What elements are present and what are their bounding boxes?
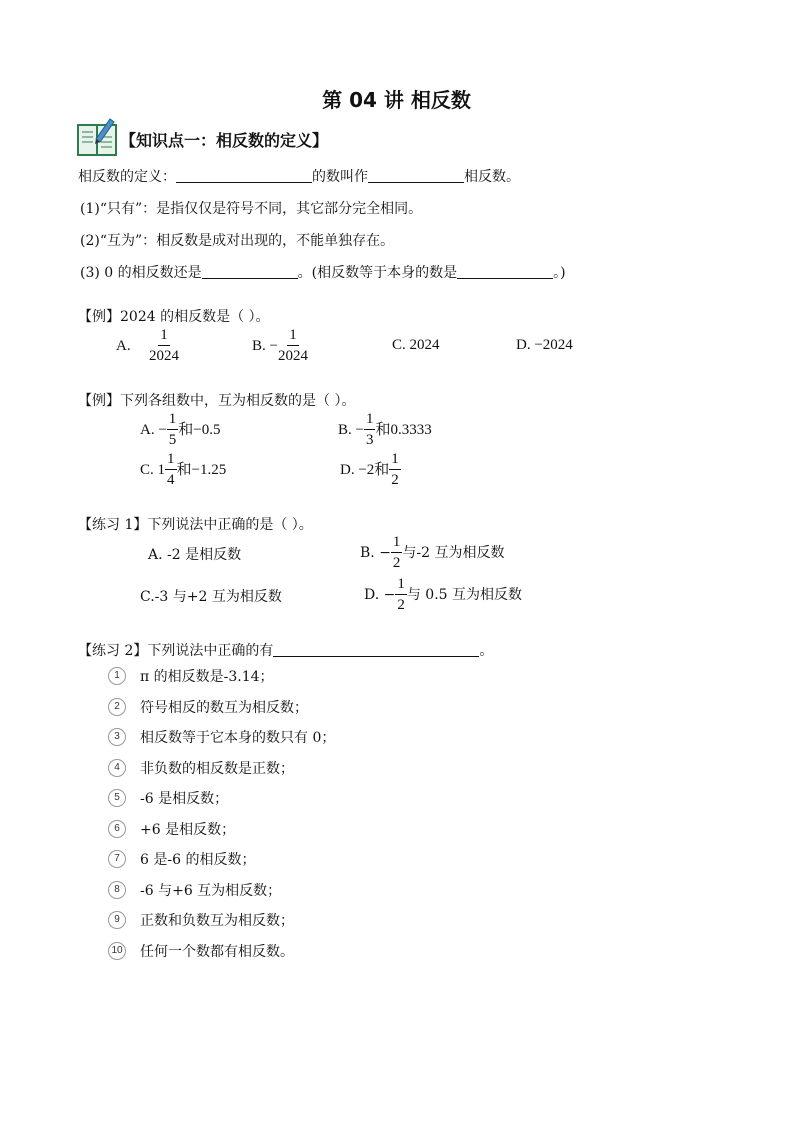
item-number: 7 [108,850,126,868]
option-label: A. − [140,422,167,438]
item-number: 3 [108,728,126,746]
fraction: $\frac{1}{2024}$ [149,327,180,364]
definition-line [78,166,520,186]
list-item [108,697,308,716]
practice-1-option-a: A. -2 是相反数 [148,547,242,563]
fraction: $\frac{1}{2}$ [391,451,399,488]
item-number: 4 [108,759,126,777]
item-text: +6 是相反数； [140,821,236,838]
book-icon [76,117,118,157]
item-number: 6 [108,820,126,838]
practice-1-option-c: C.-3 与+2 互为相反数 [140,589,282,605]
item-number: 1 [108,667,126,685]
practice-2-stem [78,640,493,660]
option-label: D. −2和 [340,462,390,478]
item-text: 任何一个数都有相反数。 [140,943,294,960]
item-text: 正数和负数互为相反数； [140,913,294,929]
note-2: (2)“互为”：相反数是成对出现的，不能单独存在。 [80,233,395,249]
fraction: $\frac{1}{5}$ [168,411,177,448]
fraction: $\frac{1}{4}$ [167,451,175,488]
practice-2-answer-blank[interactable] [273,642,479,657]
example-1-stem: 【例】2024 的相反数是（ ）。 [78,309,270,325]
item-text: π 的相反数是-3.14； [140,669,274,685]
fraction: $\frac{1}{3}$ [365,411,374,448]
example-1-option-a [116,328,179,364]
practice-1-option-d: D. − $\frac{1}{2}$ 与 0.5 互为相反数 [364,576,523,613]
list-item [108,941,294,960]
item-number: 9 [108,911,126,929]
option-label: A. [116,338,131,354]
section-heading: 【知识点一：相反数的定义】 [120,131,329,150]
item-number: 2 [108,698,126,716]
definition-blank-1[interactable] [176,168,312,183]
list-item [108,849,256,868]
item-number: 8 [108,881,126,899]
definition-middle: 的数叫作 [312,169,368,185]
fraction: $\frac{1}{2}$ [397,576,405,613]
list-item [108,788,229,807]
note-3 [80,262,566,282]
definition-suffix: 相反数。 [464,169,520,185]
item-text: 非负数的相反数是正数； [140,760,294,777]
fraction: $\frac{1}{2}$ [392,534,401,571]
note-3-blank-2[interactable] [457,264,553,279]
example-2-option-c: C. 1 $\frac{1}{4}$ 和−1.25 [140,451,227,488]
fraction: $\frac{1}{2024}$ [277,327,308,364]
item-text: -6 与+6 互为相反数； [140,882,282,899]
list-item [108,880,282,899]
option-label: B. − [252,338,278,354]
list-item [108,910,294,929]
list-item [108,727,336,746]
definition-prefix: 相反数的定义： [78,169,176,185]
practice-2-stem-prefix: 【练习 2】下列说法中正确的有 [78,643,274,659]
note-3-prefix: (3) 0 的相反数还是 [80,265,202,281]
definition-blank-2[interactable] [368,168,464,183]
item-text: 6 是-6 的相反数； [140,852,256,868]
item-number: 5 [108,789,126,807]
option-label: D. − [364,587,396,603]
item-number: 10 [108,942,126,960]
note-3-blank-1[interactable] [202,264,298,279]
example-2-stem: 【例】下列各组数中，互为相反数的是（ ）。 [78,393,356,409]
example-2-option-d [340,452,401,488]
option-label: B. − [360,545,391,561]
page-title: 第 04 讲 相反数 [322,88,471,112]
option-label: C. 1 [140,462,166,478]
list-item [108,666,274,685]
practice-1-stem: 【练习 1】下列说法中正确的是（ ）。 [78,517,313,533]
item-text: -6 是相反数； [140,791,229,807]
example-2-option-a: A. − $\frac{1}{5}$ 和−0.5 [140,411,221,448]
item-text: 符号相反的数互为相反数； [140,699,308,716]
list-item [108,819,236,838]
example-1-option-d: D. −2024 [516,337,573,353]
note-3-middle: 。(相反数等于本身的数是 [297,265,458,281]
list-item [108,758,294,777]
note-3-suffix: 。) [553,265,566,281]
item-text: 相反数等于它本身的数只有 0； [140,730,336,746]
practice-1-option-b: B. − $\frac{1}{2}$ 与-2 互为相反数 [360,534,505,571]
option-label: B. − [338,422,364,438]
example-1-option-b [252,328,308,364]
note-1: (1)“只有”：是指仅仅是符号不同，其它部分完全相同。 [80,201,423,217]
practice-2-stem-suffix: 。 [479,643,494,659]
example-1-option-c: C. 2024 [392,337,440,353]
example-2-option-b: B. − $\frac{1}{3}$ 和0.3333 [338,411,432,448]
